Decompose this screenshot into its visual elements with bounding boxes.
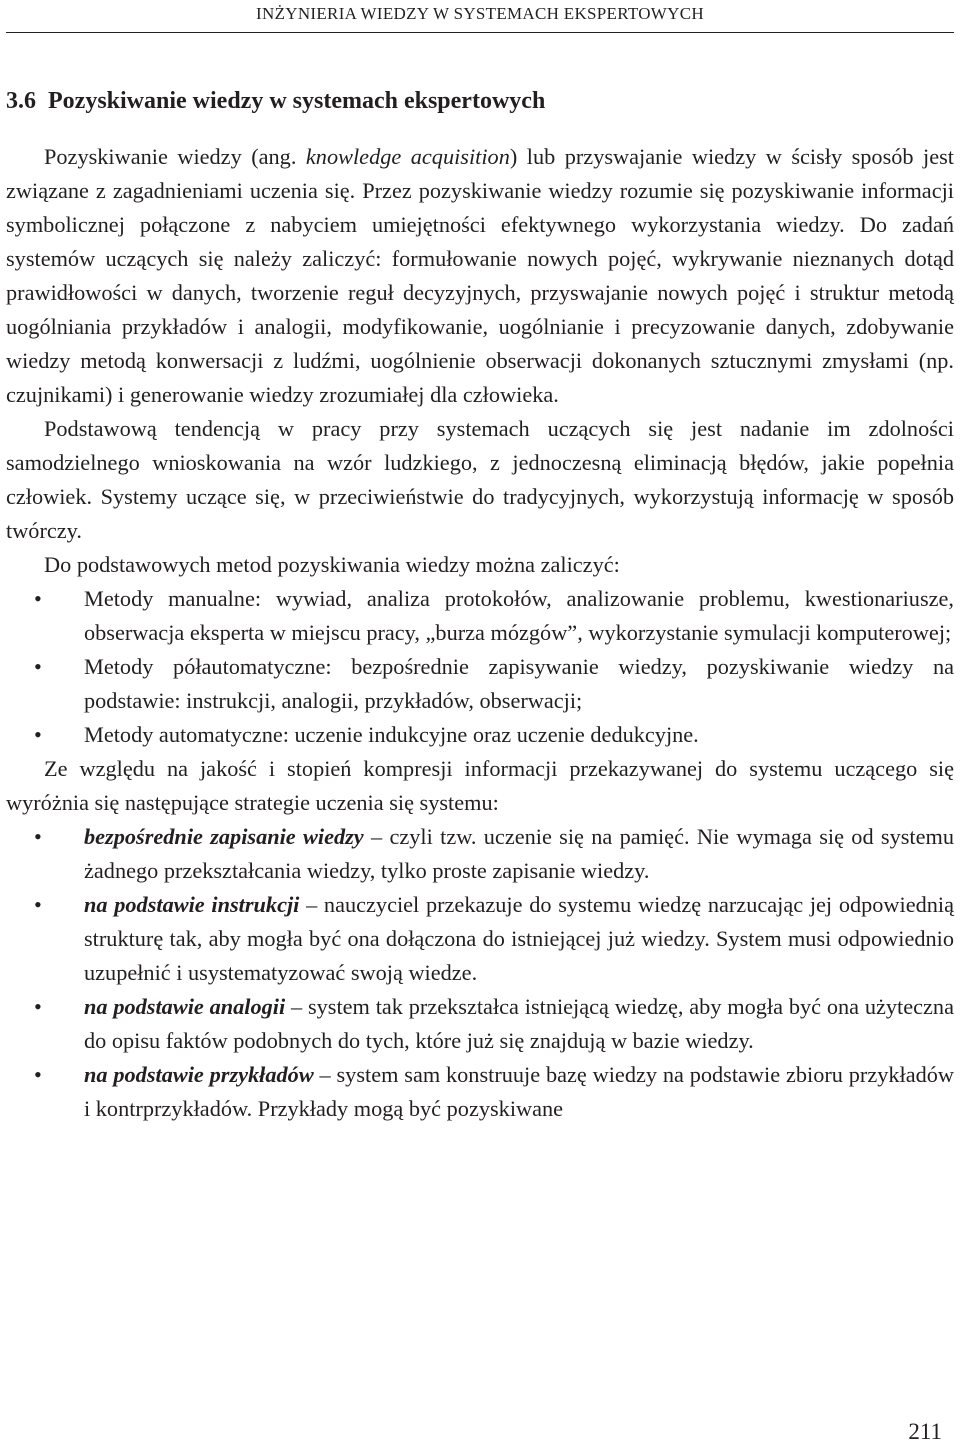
header-rule <box>6 32 954 33</box>
paragraph-2: Podstawową tendencją w pracy przy systemach uczących się jest nadanie im zdolności samodzielnego wnioskowania na wzór ludzkiego, z jednoczesną eliminacją błędów, jakie popełnia człowiek. Systemy uczące się, w przeciwieństwie do tradycyjnych, wykorzystują informację w sposób twórczy. <box>6 416 954 543</box>
bullet-icon: • <box>34 994 42 1019</box>
list-item <box>6 582 954 650</box>
list-item <box>6 820 954 888</box>
section-title: Pozyskiwanie wiedzy w systemach ekspertowych <box>48 88 546 114</box>
section-heading <box>6 88 545 115</box>
list-item <box>6 718 954 752</box>
list-item-text: Metody automatyczne: uczenie indukcyjne oraz uczenie dedukcyjne. <box>84 722 699 747</box>
paragraph-4: Ze względu na jakość i stopień kompresji informacji przekazywanej do systemu uczącego się wyróżnia się następujące strategie uczenia się systemu: <box>6 756 954 815</box>
list-item-text: Metody manualne: wywiad, analiza protokołów, analizowanie problemu, kwestionariusze, obserwacja eksperta w miejscu pracy, „burza mózgów”, wykorzystanie symulacji komputerowej; <box>84 586 954 645</box>
strategy-term: na podstawie przykładów <box>84 1062 314 1087</box>
bullet-icon: • <box>34 722 42 747</box>
body-text <box>6 140 954 1126</box>
paragraph-3: Do podstawowych metod pozyskiwania wiedzy można zaliczyć: <box>44 552 620 577</box>
list-item <box>6 650 954 718</box>
bullet-icon: • <box>34 824 42 849</box>
english-term: knowledge acquisition <box>305 144 510 169</box>
list-item-text: Metody półautomatyczne: bezpośrednie zapisywanie wiedzy, pozyskiwanie wiedzy na podstawie: instrukcji, analogii, przykładów, obserwacji; <box>84 654 954 713</box>
methods-list <box>6 582 954 752</box>
list-item <box>6 990 954 1058</box>
strategy-description: – system sam konstruuje bazę wiedzy na podstawie zbioru przykładów i kontrprzykładów. Przykłady mogą być pozyskiwane <box>84 1062 954 1121</box>
paragraph-1-part-b: ) lub przyswajanie wiedzy w ścisły sposób jest związane z zagadnieniami uczenia się. Przez pozyskiwanie wiedzy rozumie się pozyskiwanie informacji symbolicznej połączone z nabyciem umiejętności efektywnego wykorzystania wiedzy. Do zadań systemów uczących się należy zaliczyć: formułowanie nowych pojęć, wykrywanie nieznanych dotąd prawidłowości w danych, tworzenie reguł decyzyjnych, przyswajanie nowych pojęć i struktur metodą uogólniania przykładów i analogii, modyfikowanie, uogólnianie i precyzowanie danych, zdobywanie wiedzy metodą konwersacji z ludźmi, uogólnienie obserwacji dokonanych sztucznymi zmysłami (np. czujnikami) i generowanie wiedzy zrozumiałej dla człowieka. <box>6 144 954 407</box>
section-number: 3.6 <box>6 88 36 114</box>
strategy-description: – nauczyciel przekazuje do systemu wiedzę narzucając jej odpowiednią strukturę tak, aby mogła być ona dołączona do istniejącej już wiedzy. System musi odpowiednio uzupełnić i usystematyzować swoją wiedze. <box>84 892 954 985</box>
strategy-description: – czyli tzw. uczenie się na pamięć. Nie wymaga się od systemu żadnego przekształcania wiedzy, tylko proste zapisanie wiedzy. <box>84 824 954 883</box>
bullet-icon: • <box>34 586 42 611</box>
strategy-description: – system tak przekształca istniejącą wiedzę, aby mogła być ona użyteczna do opisu faktów podobnych do tych, które już się znajdują w bazie wiedzy. <box>84 994 954 1053</box>
strategy-term: na podstawie analogii <box>84 994 286 1019</box>
bullet-icon: • <box>34 654 42 679</box>
strategy-term: na podstawie instrukcji <box>84 892 300 917</box>
strategies-list <box>6 820 954 1126</box>
list-item <box>6 888 954 990</box>
strategy-term: bezpośrednie zapisanie wiedzy <box>84 824 364 849</box>
paragraph-1 <box>6 140 954 412</box>
page-number: 211 <box>908 1419 942 1444</box>
bullet-icon: • <box>34 892 42 917</box>
paragraph-1-part-a: Pozyskiwanie wiedzy (ang. <box>44 144 306 169</box>
list-item <box>6 1058 954 1126</box>
bullet-icon: • <box>34 1062 42 1087</box>
running-header: INŻYNIERIA WIEDZY W SYSTEMACH EKSPERTOWYCH <box>256 4 704 23</box>
